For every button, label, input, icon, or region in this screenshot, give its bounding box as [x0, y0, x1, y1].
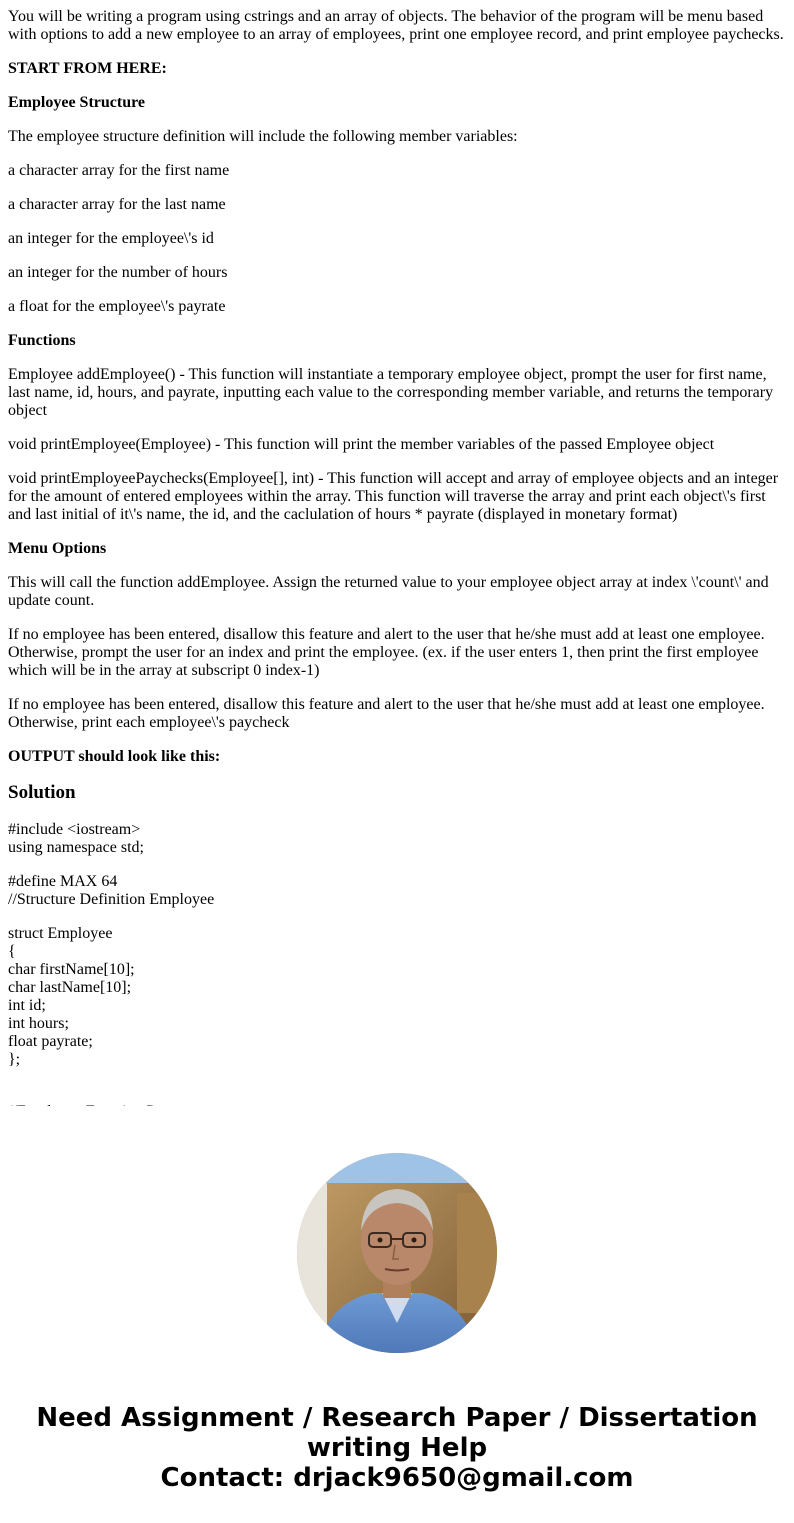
function-print-paychecks: void printEmployeePaychecks(Employee[], int) - This function will accept and array of employee objects and an integer for the amount of entered employees within the array. This function will traverse the array and print each object\'s first and last initial of it\'s name, the id, and the caclulation of hours * payrate (displayed in monetary format) [8, 470, 779, 523]
member-id: an integer for the employee\'s id [8, 230, 214, 247]
code-block-struct [8, 925, 788, 1069]
content-cutoff [0, 1106, 794, 1126]
code-line: char firstName[10]; [8, 961, 135, 978]
code-line: int hours; [8, 1015, 69, 1032]
menu-options-heading: Menu Options [8, 540, 107, 557]
contact-footer [0, 1403, 794, 1493]
footer-line-2: writing Help [306, 1433, 488, 1463]
menu-option-print-one: If no employee has been entered, disallow this feature and alert to the user that he/she must add at least one employee. Otherwise, prompt the user for an index and print the employee. (ex. if the user enters 1, then print the first employee which will be in the array at subscript 0 index-1) [8, 626, 765, 679]
code-block-includes [8, 821, 788, 857]
member-hours: an integer for the number of hours [8, 264, 228, 281]
code-line: int id; [8, 997, 46, 1014]
solution-heading: Solution [8, 782, 76, 803]
author-avatar [297, 1153, 497, 1353]
code-line: //Structure Definition Employee [8, 891, 215, 908]
member-first-name: a character array for the first name [8, 162, 230, 179]
code-block-define [8, 873, 788, 909]
code-line: { [8, 943, 16, 960]
member-payrate: a float for the employee\'s payrate [8, 298, 226, 315]
output-heading: OUTPUT should look like this: [8, 748, 221, 765]
functions-heading: Functions [8, 332, 76, 349]
code-line: struct Employee [8, 925, 113, 942]
start-heading: START FROM HERE: [8, 60, 167, 77]
employee-structure-description: The employee structure definition will include the following member variables: [8, 128, 518, 145]
code-line: using namespace std; [8, 839, 144, 856]
author-photo-icon [297, 1153, 497, 1353]
member-last-name: a character array for the last name [8, 196, 226, 213]
intro-paragraph: You will be writing a program using cstrings and an array of objects. The behavior of the program will be menu based with options to add a new employee to an array of employees, print one employee record, and print employee paychecks. [8, 8, 784, 43]
footer-contact-line: Contact: drjack9650@gmail.com [160, 1463, 634, 1493]
footer-line-1: Need Assignment / Research Paper / Dissertation [36, 1403, 758, 1433]
code-line: #define MAX 64 [8, 873, 118, 890]
employee-structure-heading: Employee Structure [8, 94, 146, 111]
function-print-employee: void printEmployee(Employee) - This function will print the member variables of the passed Employee object [8, 436, 715, 453]
menu-option-print-paychecks: If no employee has been entered, disallow this feature and alert to the user that he/she must add at least one employee. Otherwise, print each employee\'s paycheck [8, 696, 765, 731]
code-line: #include <iostream> [8, 821, 141, 838]
code-line: char lastName[10]; [8, 979, 132, 996]
code-line: }; [8, 1051, 21, 1068]
document-body [8, 8, 788, 1137]
function-add-employee: Employee addEmployee() - This function will instantiate a temporary employee object, prompt the user for first name, last name, id, hours, and payrate, inputting each value to the corresponding member variable, and returns the temporary object [8, 366, 774, 419]
code-line: float payrate; [8, 1033, 93, 1050]
menu-option-add: This will call the function addEmployee. Assign the returned value to your employee object array at index \'count\' and update count. [8, 574, 769, 609]
code-line [8, 1085, 788, 1103]
